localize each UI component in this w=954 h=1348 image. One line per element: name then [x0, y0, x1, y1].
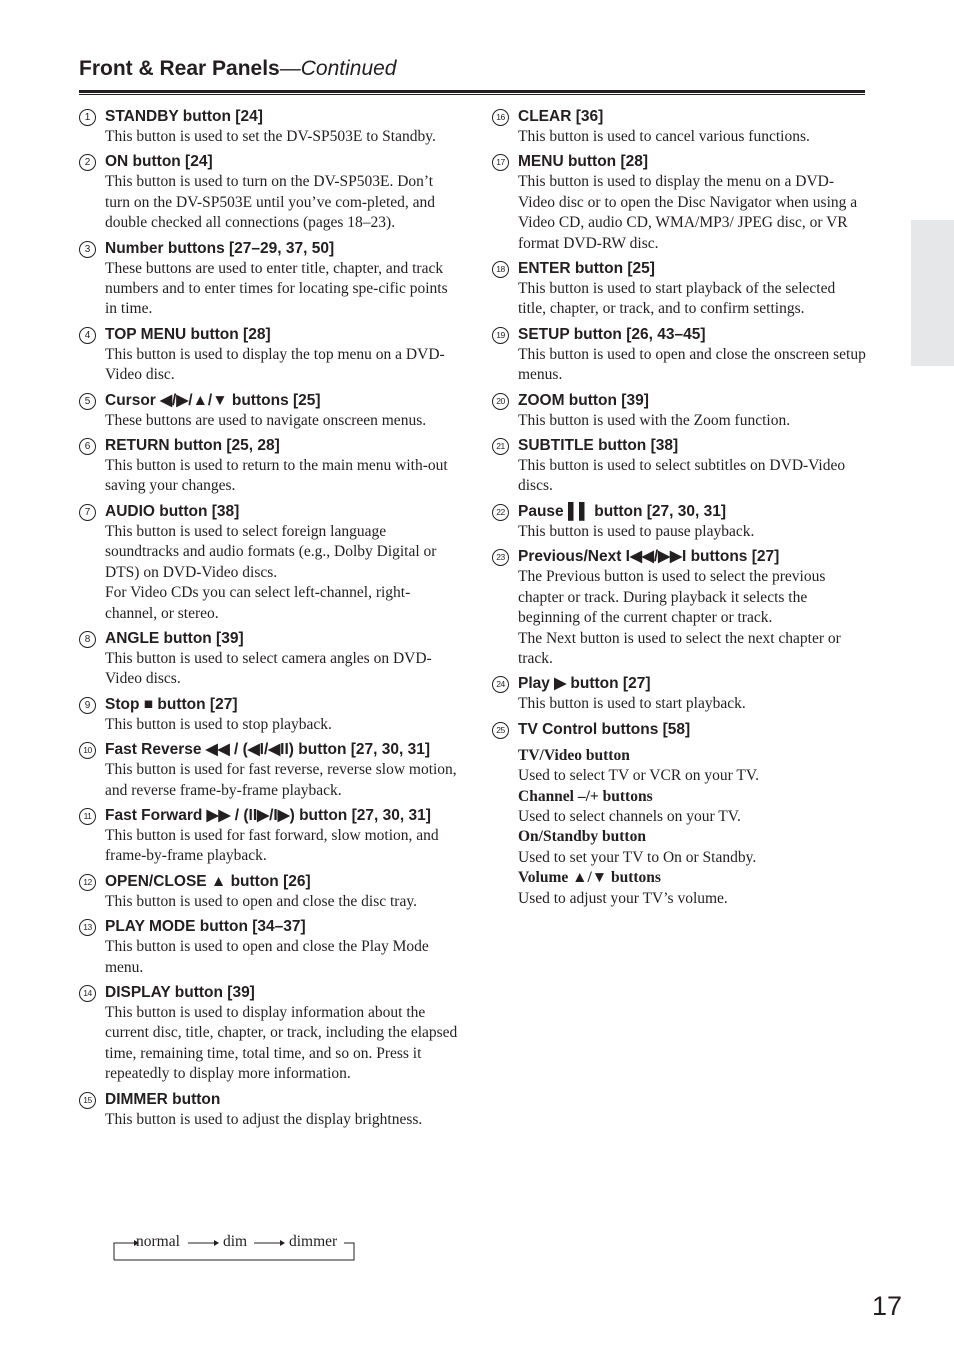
list-item — [79, 106, 459, 147]
dimmer-normal-label: normal — [136, 1233, 180, 1250]
item-title: OPEN/CLOSE ▲ button [26] — [105, 872, 311, 890]
item-description-text: The Previous button is used to select the previous chapter or track. During playback it selects the beginning of the current chapter or track. — [518, 568, 826, 627]
list-item — [79, 916, 459, 978]
item-title: ZOOM button [39] — [518, 391, 649, 409]
section-title: Front & Rear Panels — [79, 57, 280, 80]
item-title: SETUP button [26, 43–45] — [518, 325, 706, 343]
list-item — [492, 546, 867, 669]
section-header — [79, 56, 865, 93]
item-number: 22 — [492, 504, 509, 521]
item-description — [105, 937, 459, 978]
item-number: 23 — [492, 549, 509, 566]
item-description-text: This button is used to display the top menu on a DVD-Video disc. — [105, 345, 445, 384]
item-description — [518, 411, 867, 431]
left-column — [79, 106, 459, 1134]
item-description — [518, 567, 867, 669]
item-title: MENU button [28] — [518, 153, 649, 171]
item-description-text: This button is used to pause playback. — [518, 522, 755, 540]
item-title: Number buttons [27–29, 37, 50] — [105, 239, 335, 257]
list-item — [79, 238, 459, 320]
list-item — [492, 390, 867, 431]
item-description — [105, 715, 459, 735]
item-description-text: This button is used to cancel various functions. — [518, 128, 810, 145]
list-item — [492, 106, 867, 147]
list-item — [79, 982, 459, 1085]
item-title: ANGLE button [39] — [105, 629, 244, 647]
item-description — [518, 522, 867, 542]
item-number: 14 — [79, 985, 96, 1002]
item-title: Previous/Next I◀◀/▶▶I buttons [27] — [518, 548, 780, 566]
list-item — [79, 871, 459, 912]
item-description — [518, 279, 867, 320]
item-description-text: This button is used to display the menu on a DVD-Video disc or to open the Disc Navigator when using a Video CD, audio CD, WMA/MP3/ JPEG disc, or VR format DVD-RW disc. — [518, 173, 858, 252]
item-description-text: This button is used to select camera angles on DVD-Video discs. — [105, 649, 432, 688]
item-title: ON button [24] — [105, 153, 213, 171]
list-item — [492, 151, 867, 254]
item-description-text: For Video CDs you can select left-channel, right-channel, or stereo. — [105, 584, 411, 622]
tv-control-description: Used to select channels on your TV. — [518, 807, 741, 825]
item-description — [105, 127, 459, 147]
item-description — [105, 760, 459, 801]
item-description — [105, 826, 459, 867]
item-number: 24 — [492, 676, 509, 693]
item-description-text: This button is used to open and close the Play Mode menu. — [105, 938, 429, 976]
item-title: PLAY MODE button [34–37] — [105, 918, 306, 936]
item-description-text: This button is used to display information about the current disc, title, chapter, or track, including the elapsed time, remaining time, total time, and so on. Press it repeatedly to display more information. — [105, 1003, 458, 1083]
item-number: 13 — [79, 919, 96, 936]
item-description — [105, 522, 459, 624]
item-description — [518, 172, 867, 254]
list-item — [79, 151, 459, 233]
item-title: DIMMER button — [105, 1090, 221, 1108]
item-description — [105, 1003, 459, 1085]
item-number: 17 — [492, 154, 509, 171]
item-description — [105, 1110, 459, 1130]
item-number: 10 — [79, 742, 96, 759]
item-description-text: These buttons are used to enter title, chapter, and track numbers and to enter times for locating spe-cific points in time. — [105, 259, 448, 318]
item-title: STANDBY button [24] — [105, 108, 263, 125]
item-title: TV Control buttons [58] — [518, 720, 691, 738]
item-description — [105, 172, 459, 233]
tv-control-name: Volume ▲/▼ buttons — [518, 869, 661, 887]
item-number: 4 — [79, 327, 96, 344]
item-number: 2 — [79, 154, 96, 171]
item-description — [518, 456, 867, 497]
item-title: CLEAR [36] — [518, 108, 604, 125]
tv-control-name: Channel –/+ buttons — [518, 787, 653, 805]
list-item — [79, 390, 459, 431]
dimmer-dimmer-label: dimmer — [289, 1233, 338, 1250]
tv-control-name: On/Standby button — [518, 828, 646, 846]
section-continued-label: —Continued — [279, 57, 397, 80]
item-title: Fast Forward ▶▶ / (II▶/I▶) button [27, 30, 31] — [105, 806, 431, 824]
item-description — [518, 694, 867, 714]
list-item — [79, 805, 459, 867]
item-title: Fast Reverse ◀◀ / (◀I/◀II) button [27, 30, 31] — [105, 741, 431, 759]
item-description-text: This button is used to return to the main menu with-out saving your changes. — [105, 457, 448, 495]
item-description-text: This button is used to start playback of the selected title, chapter, or track, and to confirm settings. — [518, 280, 836, 318]
item-number: 20 — [492, 393, 509, 410]
item-description-text: This button is used to open and close the onscreen setup menus. — [518, 345, 866, 384]
item-description-text: This button is used to open and close the disc tray. — [105, 892, 417, 910]
page-number: 17 — [872, 1291, 903, 1321]
item-description-text: This button is used for fast forward, slow motion, and frame-by-frame playback. — [105, 826, 439, 865]
item-number: 5 — [79, 393, 96, 410]
item-title: TOP MENU button [28] — [105, 325, 271, 343]
list-item — [79, 501, 459, 624]
tv-control-description: Used to set your TV to On or Standby. — [518, 848, 757, 866]
item-description-text: This button is used to start playback. — [518, 695, 746, 713]
item-description-text: This button is used to turn on the DV-SP503E. Don’t turn on the DV-SP503E until you’ve com-pleted, and double checked all connections (pages 18–23). — [105, 173, 436, 232]
item-number: 16 — [492, 109, 509, 126]
item-description — [105, 345, 459, 386]
item-description — [105, 259, 459, 320]
item-description — [105, 649, 459, 690]
right-column — [492, 106, 867, 913]
item-title: Play ▶ button [27] — [518, 675, 651, 693]
item-number: 1 — [79, 109, 96, 126]
tv-control-name: TV/Video button — [518, 746, 630, 764]
item-title: DISPLAY button [39] — [105, 983, 255, 1001]
item-title: Cursor ◀/▶/▲/▼ buttons [25] — [105, 391, 321, 409]
item-description — [105, 411, 459, 431]
tv-control-description: Used to adjust your TV’s volume. — [518, 889, 728, 907]
item-title: ENTER button [25] — [518, 260, 655, 278]
list-item — [492, 258, 867, 320]
item-title: AUDIO button [38] — [105, 502, 240, 520]
item-title: RETURN button [25, 28] — [105, 437, 280, 455]
list-item — [79, 739, 459, 801]
item-number: 19 — [492, 327, 509, 344]
item-description-text: These buttons are used to navigate onscreen menus. — [105, 411, 427, 429]
item-number: 25 — [492, 722, 509, 739]
tv-controls-block — [518, 746, 867, 909]
side-tab — [911, 220, 954, 366]
header-rule — [79, 94, 865, 95]
item-description-text: This button is used to set the DV-SP503E to Standby. — [105, 128, 436, 145]
list-item — [492, 501, 867, 542]
item-description-text: The Next button is used to select the next chapter or track. — [518, 629, 841, 667]
item-description — [518, 345, 867, 386]
item-number: 7 — [79, 504, 96, 521]
item-number: 6 — [79, 438, 96, 455]
item-description-text: This button is used with the Zoom function. — [518, 411, 791, 429]
item-number: 15 — [79, 1092, 96, 1109]
item-number: 9 — [79, 697, 96, 714]
list-item — [492, 719, 867, 909]
item-title: SUBTITLE button [38] — [518, 437, 679, 455]
list-item — [79, 435, 459, 497]
list-item — [492, 435, 867, 497]
dimmer-dim-label: dim — [223, 1233, 248, 1250]
list-item — [79, 324, 459, 386]
list-item — [79, 694, 459, 735]
item-description — [518, 127, 867, 147]
item-description — [105, 892, 459, 912]
item-title: Stop ■ button [27] — [105, 695, 238, 713]
dimmer-cycle-diagram — [112, 1232, 357, 1262]
item-title: Pause ▌▌ button [27, 30, 31] — [518, 502, 727, 520]
item-number: 12 — [79, 874, 96, 891]
tv-control-description: Used to select TV or VCR on your TV. — [518, 767, 759, 785]
item-description-text: This button is used to stop playback. — [105, 715, 332, 733]
item-description-text: This button is used to select foreign language soundtracks and audio formats (e.g., Dolby Digital or DTS) on DVD-Video discs. — [105, 522, 437, 581]
item-number: 18 — [492, 261, 509, 278]
item-description-text: This button is used to select subtitles on DVD-Video discs. — [518, 457, 846, 495]
item-number: 8 — [79, 631, 96, 648]
item-number: 3 — [79, 241, 96, 258]
item-description-text: This button is used for fast reverse, reverse slow motion, and reverse frame-by-frame playback. — [105, 761, 457, 799]
list-item — [492, 324, 867, 386]
list-item — [79, 1089, 459, 1130]
item-number: 21 — [492, 438, 509, 455]
item-number: 11 — [79, 808, 96, 825]
item-description — [105, 456, 459, 497]
list-item — [79, 628, 459, 690]
item-description-text: This button is used to adjust the display brightness. — [105, 1110, 423, 1128]
list-item — [492, 673, 867, 714]
